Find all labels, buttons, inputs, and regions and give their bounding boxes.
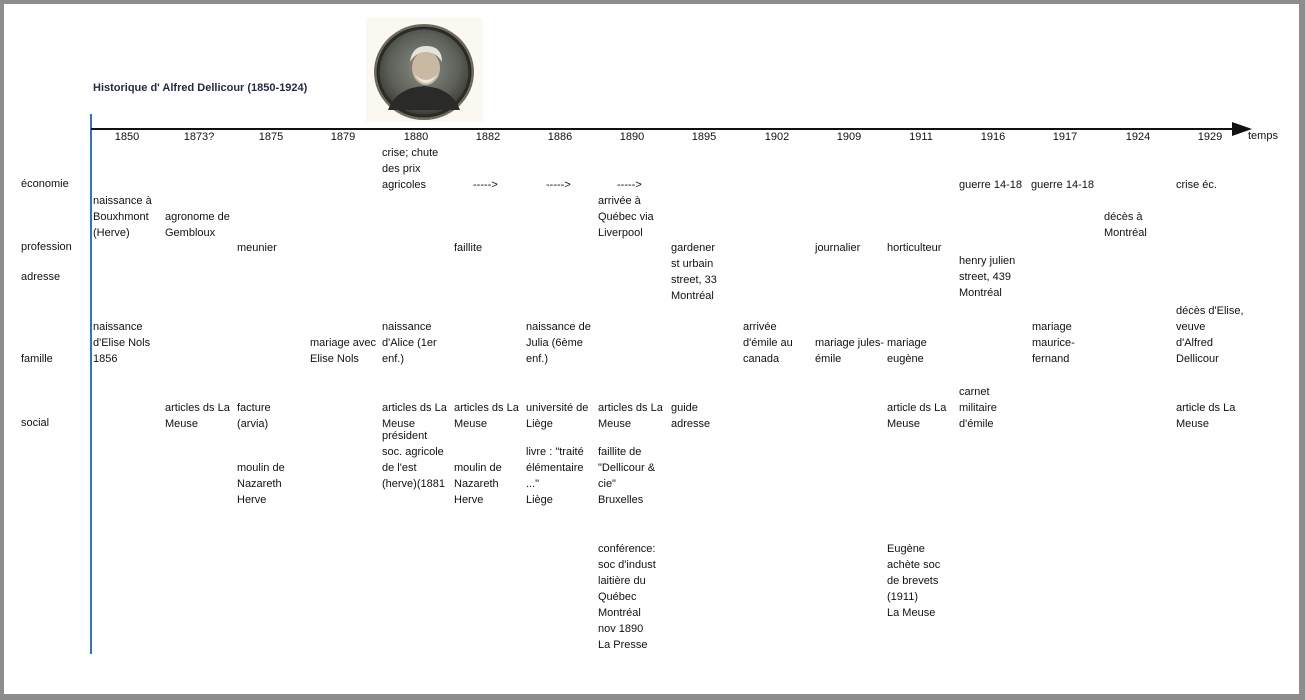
event-1873-agronome: agronome de Gembloux xyxy=(165,211,230,239)
event-1886-arrow: -----> xyxy=(546,179,571,191)
event-1882-articles: articles ds La Meuse xyxy=(454,402,519,430)
event-1895-guide: guide adresse xyxy=(671,402,711,430)
event-1882-arrow: -----> xyxy=(473,179,498,191)
event-1882-moulin: moulin de Nazareth Herve xyxy=(454,462,502,506)
year-label: 1917 xyxy=(1052,131,1078,143)
year-label: 1911 xyxy=(909,131,933,143)
year-label: 1902 xyxy=(764,131,790,143)
timeline-horizontal-axis xyxy=(91,128,1236,130)
year-label: 1882 xyxy=(475,131,501,143)
event-1886-livre: livre : "traité élémentaire ..." Liège xyxy=(526,446,584,506)
event-1911-article: article ds La Meuse xyxy=(887,402,947,430)
row-label-economie: économie xyxy=(21,178,69,190)
event-1916-henry-julien: henry julien street, 439 Montréal xyxy=(959,255,1016,299)
row-label-social: social xyxy=(21,417,50,429)
timeline-vertical-axis xyxy=(90,114,92,654)
year-label: 1916 xyxy=(980,131,1006,143)
event-1875-moulin: moulin de Nazareth Herve xyxy=(237,462,285,506)
year-label: 1850 xyxy=(114,131,140,143)
event-1850-naissance: naissance à Bouxhmont (Herve) xyxy=(93,195,152,239)
row-label-adresse: adresse xyxy=(21,271,61,283)
event-1886-naissance-julia: naissance de Julia (6ème enf.) xyxy=(526,321,591,365)
axis-label-temps: temps xyxy=(1248,130,1278,142)
event-1909-journalier: journalier xyxy=(815,242,861,254)
year-label: 1875 xyxy=(258,131,284,143)
event-1850-naissance-elise: naissance d'Elise Nols 1856 xyxy=(93,321,151,365)
event-1895-gardener: gardener st urbain street, 33 Montréal xyxy=(671,242,717,302)
year-label: 1895 xyxy=(691,131,717,143)
event-1890-articles: articles ds La Meuse xyxy=(598,402,663,430)
row-label-profession: profession xyxy=(21,241,72,253)
event-1916-carnet: carnet militaire d'émile xyxy=(959,386,997,430)
year-label: 1890 xyxy=(619,131,645,143)
event-1911-mariage-eugene: mariage eugène xyxy=(887,337,927,365)
event-1879-mariage: mariage avec Elise Nols xyxy=(310,337,377,365)
event-1902-arrivee-emile: arrivée d'émile au canada xyxy=(743,321,793,365)
event-1929-deces-elise: décès d'Elise, veuve d'Alfred Dellicour xyxy=(1176,305,1244,365)
event-1890-arrivee: arrivée à Québec via Liverpool xyxy=(598,195,654,239)
event-1929-crise: crise éc. xyxy=(1176,179,1217,191)
event-1917-mariage-maurice: mariage maurice- fernand xyxy=(1032,321,1075,365)
page-title: Historique d' Alfred Dellicour (1850-1924) xyxy=(93,82,308,94)
event-1880-articles: articles ds La Meuse xyxy=(382,402,447,430)
event-1890-conference: conférence: soc d'indust laitière du Québec Montréal nov 1890 La Presse xyxy=(598,543,656,651)
portrait-image xyxy=(366,18,483,122)
year-label: 1886 xyxy=(547,131,573,143)
year-label: 1929 xyxy=(1197,131,1223,143)
row-label-famille: famille xyxy=(21,353,53,365)
event-1924-deces: décès à Montréal xyxy=(1104,211,1147,239)
event-1917-guerre: guerre 14-18 xyxy=(1031,179,1094,191)
year-label: 1880 xyxy=(403,131,429,143)
year-label: 1924 xyxy=(1125,131,1151,143)
event-1886-universite: université de Liège xyxy=(526,402,589,430)
event-1880-naissance-alice: naissance d'Alice (1er enf.) xyxy=(382,321,437,365)
event-1890-faillite: faillite de "Dellicour & cie" Bruxelles xyxy=(598,446,656,506)
event-1916-guerre: guerre 14-18 xyxy=(959,179,1022,191)
event-1880-crise: crise; chute des prix agricoles xyxy=(382,147,439,191)
event-1911-horticulteur: horticulteur xyxy=(887,242,942,254)
year-label: 1879 xyxy=(330,131,356,143)
event-1911-eugene: Eugène achète soc de brevets (1911) La Meuse xyxy=(887,543,941,619)
portrait-photo xyxy=(366,18,483,122)
event-1880-president: président soc. agricole de l'est (herve)(1881 xyxy=(382,430,445,490)
event-1929-article: article ds La Meuse xyxy=(1176,402,1236,430)
event-1909-mariage-jules: mariage jules- émile xyxy=(815,337,885,365)
event-1890-arrow: -----> xyxy=(617,179,642,191)
year-label: 1909 xyxy=(836,131,862,143)
event-1875-facture: facture (arvia) xyxy=(237,402,271,430)
event-1882-faillite: faillite xyxy=(454,242,483,254)
event-1873-articles: articles ds La Meuse xyxy=(165,402,230,430)
event-1875-meunier: meunier xyxy=(237,242,277,254)
year-label: 1873? xyxy=(183,131,215,143)
